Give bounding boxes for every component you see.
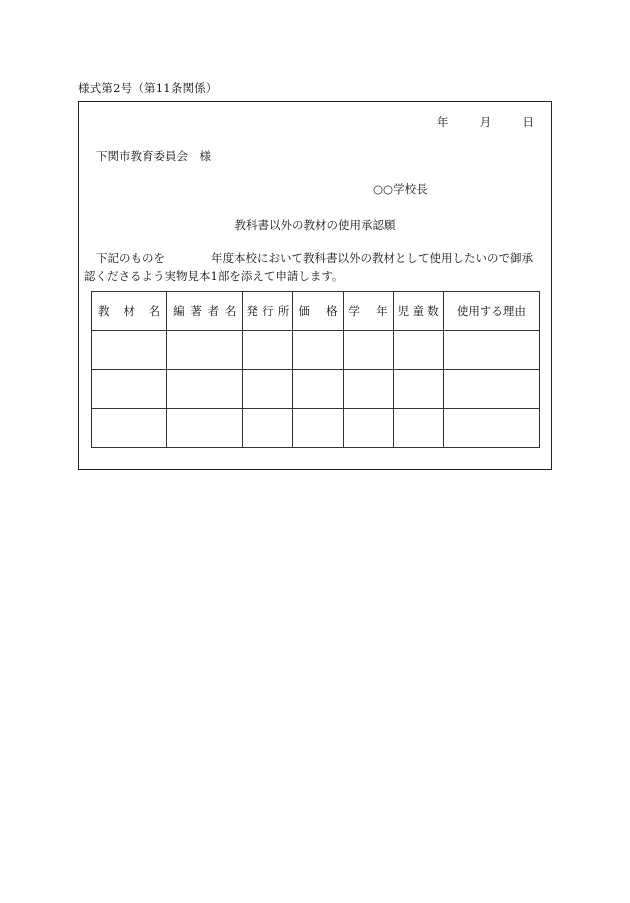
table-cell[interactable] [393,370,443,409]
body-text-before-blank: 下記のものを [96,251,165,265]
header-char: 発 [246,304,258,318]
body-text-line-2: 認くださるよう実物見本1部を添えて申請します。 [84,269,344,283]
header-char: 編 [173,304,185,318]
header-student-count [393,292,443,331]
table-cell[interactable] [167,370,243,409]
header-char: 所 [277,304,290,318]
header-char: 児 [397,304,410,318]
table-cell[interactable] [293,370,343,409]
table-cell[interactable] [443,409,539,448]
materials-table [91,291,540,448]
header-price [293,292,343,331]
date-year-label: 年 [436,115,449,129]
table-cell[interactable] [92,331,167,370]
table-cell[interactable] [293,409,343,448]
body-text-after-blank: 年度本校において教科書以外の教材として使用したいので御承 [211,251,533,265]
table-cell[interactable] [243,370,293,409]
header-char: 教 [98,304,110,318]
date-line [437,114,534,130]
table-cell[interactable] [443,370,539,409]
header-grade [343,292,393,331]
header-char: 名 [148,304,161,318]
header-char: 著 [190,304,202,318]
table-row [92,370,540,409]
table-cell[interactable] [343,370,393,409]
header-publisher [243,292,293,331]
header-reason [443,292,539,331]
table-cell[interactable] [393,409,443,448]
header-char: 数 [427,304,439,318]
form-number-label: 様式第2号（第11条関係） [78,81,218,95]
table-row [92,331,540,370]
header-author [167,292,243,331]
header-char: 者 [207,304,220,318]
table-cell[interactable] [243,331,293,370]
header-text: 使用する理由 [456,304,526,318]
header-char: 名 [224,304,237,318]
table-cell[interactable] [167,409,243,448]
table-cell[interactable] [293,331,343,370]
header-char: 年 [376,304,388,318]
header-material-name [92,292,167,331]
body-text-line-1 [96,250,533,266]
date-day-label: 日 [522,115,534,129]
table-cell[interactable] [167,331,243,370]
header-char: 格 [326,304,338,318]
header-char: 童 [412,304,424,318]
table-cell[interactable] [92,370,167,409]
header-char: 材 [123,304,135,318]
application-form [78,101,552,470]
header-char: 学 [348,304,361,318]
table-cell[interactable] [443,331,539,370]
document-title: 教科書以外の教材の使用承認願 [234,218,396,232]
table-cell[interactable] [343,409,393,448]
principal-signature: ○○学校長 [373,182,428,196]
table-cell[interactable] [92,409,167,448]
header-char: 価 [298,304,310,318]
table-cell[interactable] [393,331,443,370]
table-cell[interactable] [343,331,393,370]
table-row [92,409,540,448]
header-char: 行 [262,304,274,318]
table-cell[interactable] [243,409,293,448]
addressee: 下関市教育委員会 様 [96,149,211,163]
date-month-label: 月 [479,115,492,129]
table-header-row [92,292,540,331]
